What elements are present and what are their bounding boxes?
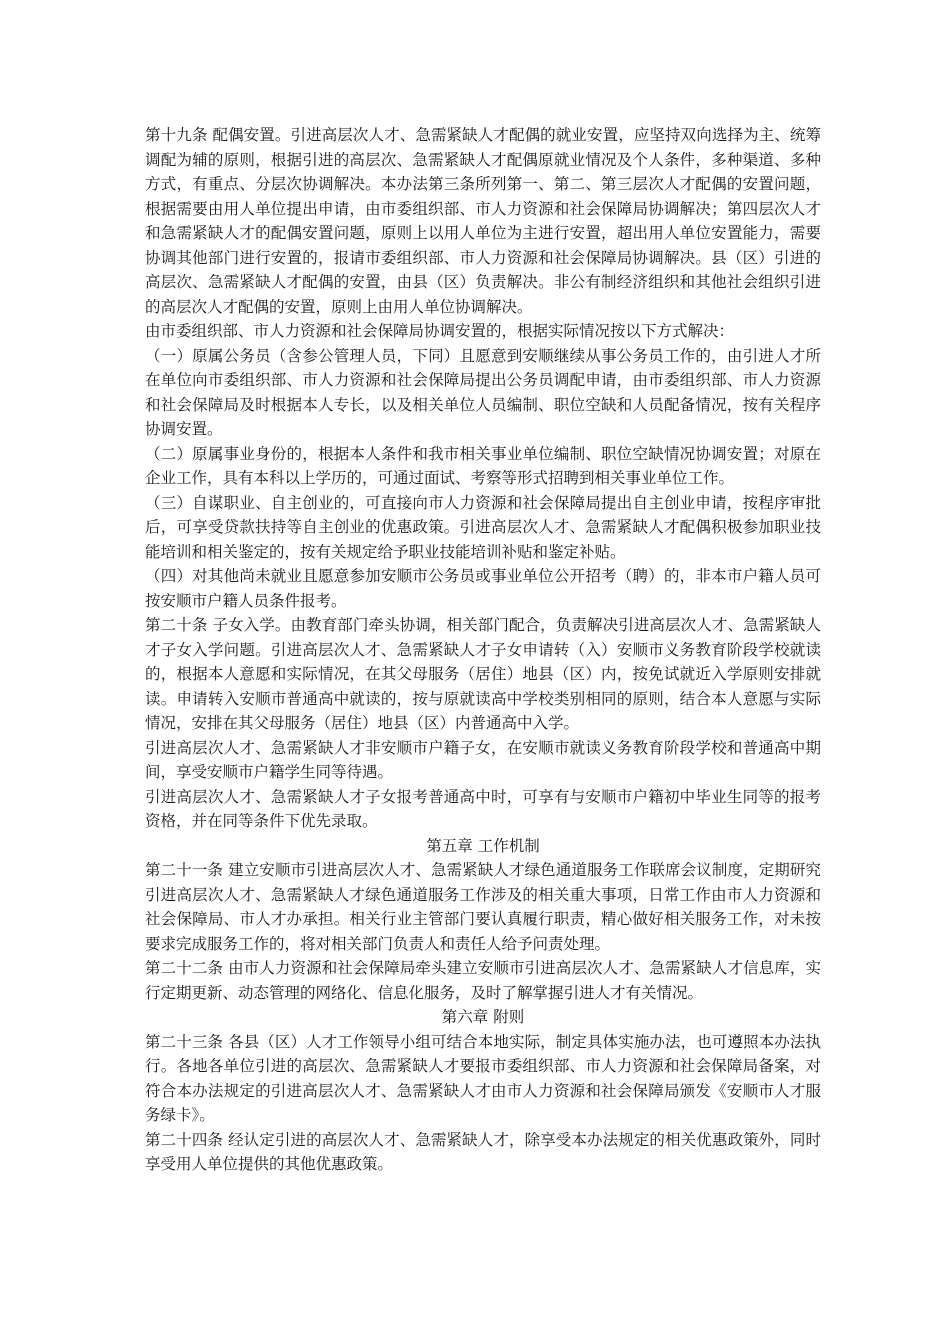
article-22-paragraph: 第二十二条 由市人力资源和社会保障局牵头建立安顺市引进高层次人才、急需紧缺人才信息库，实行定期更新、动态管理的网络化、信息化服务，及时了解掌握引进人才有关情况。 xyxy=(145,959,821,1002)
placement-item-2: （二）原属事业身份的，根据本人条件和我市相关事业单位编制、职位空缺情况协调安置；对原在企业工作，具有本科以上学历的，可通过面试、考察等形式招聘到相关事业单位工作。 xyxy=(145,444,821,487)
placement-item-4: （四）对其他尚未就业且愿意参加安顺市公务员或事业单位公开招考（聘）的，非本市户籍人员可按安顺市户籍人员条件报考。 xyxy=(145,567,821,610)
article-19-paragraph: 第十九条 配偶安置。引进高层次人才、急需紧缺人才配偶的就业安置，应坚持双向选择为主、统筹调配为辅的原则，根据引进的高层次、急需紧缺人才配偶原就业情况及个人条件，多种渠道、多种方式，有重点、分层次协调解决。本办法第三条所列第一、第二、第三层次人才配偶的安置问题，根据需要由用人单位提出申请，由市委组织部、市人力资源和社会保障局协调解决；第四层次人才和急需紧缺人才的配偶安置问题，原则上以用人单位为主进行安置，超出用人单位安置能力，需要协调其他部门进行安置的，报请市委组织部、市人力资源和社会保障局协调解决。县（区）引进的高层次、急需紧缺人才配偶的安置，由县（区）负责解决。非公有制经济组织和其他社会组织引进的高层次人才配偶的安置，原则上由用人单位协调解决。 xyxy=(145,126,821,316)
placement-item-3: （三）自谋职业、自主创业的，可直接向市人力资源和社会保障局提出自主创业申请，按程序审批后，可享受贷款扶持等自主创业的优惠政策。引进高层次人才、急需紧缺人才配偶积极参加职业技能培训和相关鉴定的，按有关规定给予职业技能培训补贴和鉴定补贴。 xyxy=(145,493,821,561)
article-23-paragraph: 第二十三条 各县（区）人才工作领导小组可结合本地实际，制定具体实施办法，也可遵照本办法执行。各地各单位引进的高层次、急需紧缺人才要报市委组织部、市人力资源和社会保障局备案，对符合本办法规定的引进高层次人才、急需紧缺人才由市人力资源和社会保障局颁发《安顺市人才服务绿卡》。 xyxy=(145,1032,821,1124)
placement-item-1: （一）原属公务员（含参公管理人员，下同）且愿意到安顺继续从事公务员工作的，由引进人才所在单位向市委组织部、市人力资源和社会保障局提出公务员调配申请，由市委组织部、市人力资源和社会保障局及时根据本人专长，以及相关单位人员编制、职位空缺和人员配备情况，按有关程序协调安置。 xyxy=(145,346,821,438)
chapter-6-heading: 第六章 附则 xyxy=(441,1008,525,1026)
document-page xyxy=(145,123,821,1177)
article-20-nonlocal-children: 引进高层次人才、急需紧缺人才非安顺市户籍子女，在安顺市就读义务教育阶段学校和普通高中期间，享受安顺市户籍学生同等待遇。 xyxy=(145,738,821,781)
article-20-high-school-exam: 引进高层次人才、急需紧缺人才子女报考普通高中时，可享有与安顺市户籍初中毕业生同等的报考资格，并在同等条件下优先录取。 xyxy=(145,787,821,830)
chapter-5-heading: 第五章 工作机制 xyxy=(426,836,540,855)
placement-methods-intro: 由市委组织部、市人力资源和社会保障局协调安置的，根据实际情况按以下方式解决： xyxy=(145,322,735,340)
article-21-paragraph: 第二十一条 建立安顺市引进高层次人才、急需紧缺人才绿色通道服务工作联席会议制度，定期研究引进高层次人才、急需紧缺人才绿色通道服务工作涉及的相关重大事项，日常工作由市人力资源和社会保障局、市人才办承担。相关行业主管部门要认真履行职责，精心做好相关服务工作，对未按要求完成服务工作的，将对相关部门负责人和责任人给予问责处理。 xyxy=(145,861,821,953)
article-20-paragraph: 第二十条 子女入学。由教育部门牵头协调，相关部门配合，负责解决引进高层次人才、急需紧缺人才子女入学问题。引进高层次人才、急需紧缺人才子女申请转（入）安顺市义务教育阶段学校就读的，根据本人意愿和实际情况，在其父母服务（居住）地县（区）内，按免试就近入学原则安排就读。申请转入安顺市普通高中就读的，按与原就读高中学校类别相同的原则，结合本人意愿与实际情况，安排在其父母服务（居住）地县（区）内普通高中入学。 xyxy=(145,616,821,732)
article-24-paragraph: 第二十四条 经认定引进的高层次人才、急需紧缺人才，除享受本办法规定的相关优惠政策外，同时享受用人单位提供的其他优惠政策。 xyxy=(145,1130,821,1173)
